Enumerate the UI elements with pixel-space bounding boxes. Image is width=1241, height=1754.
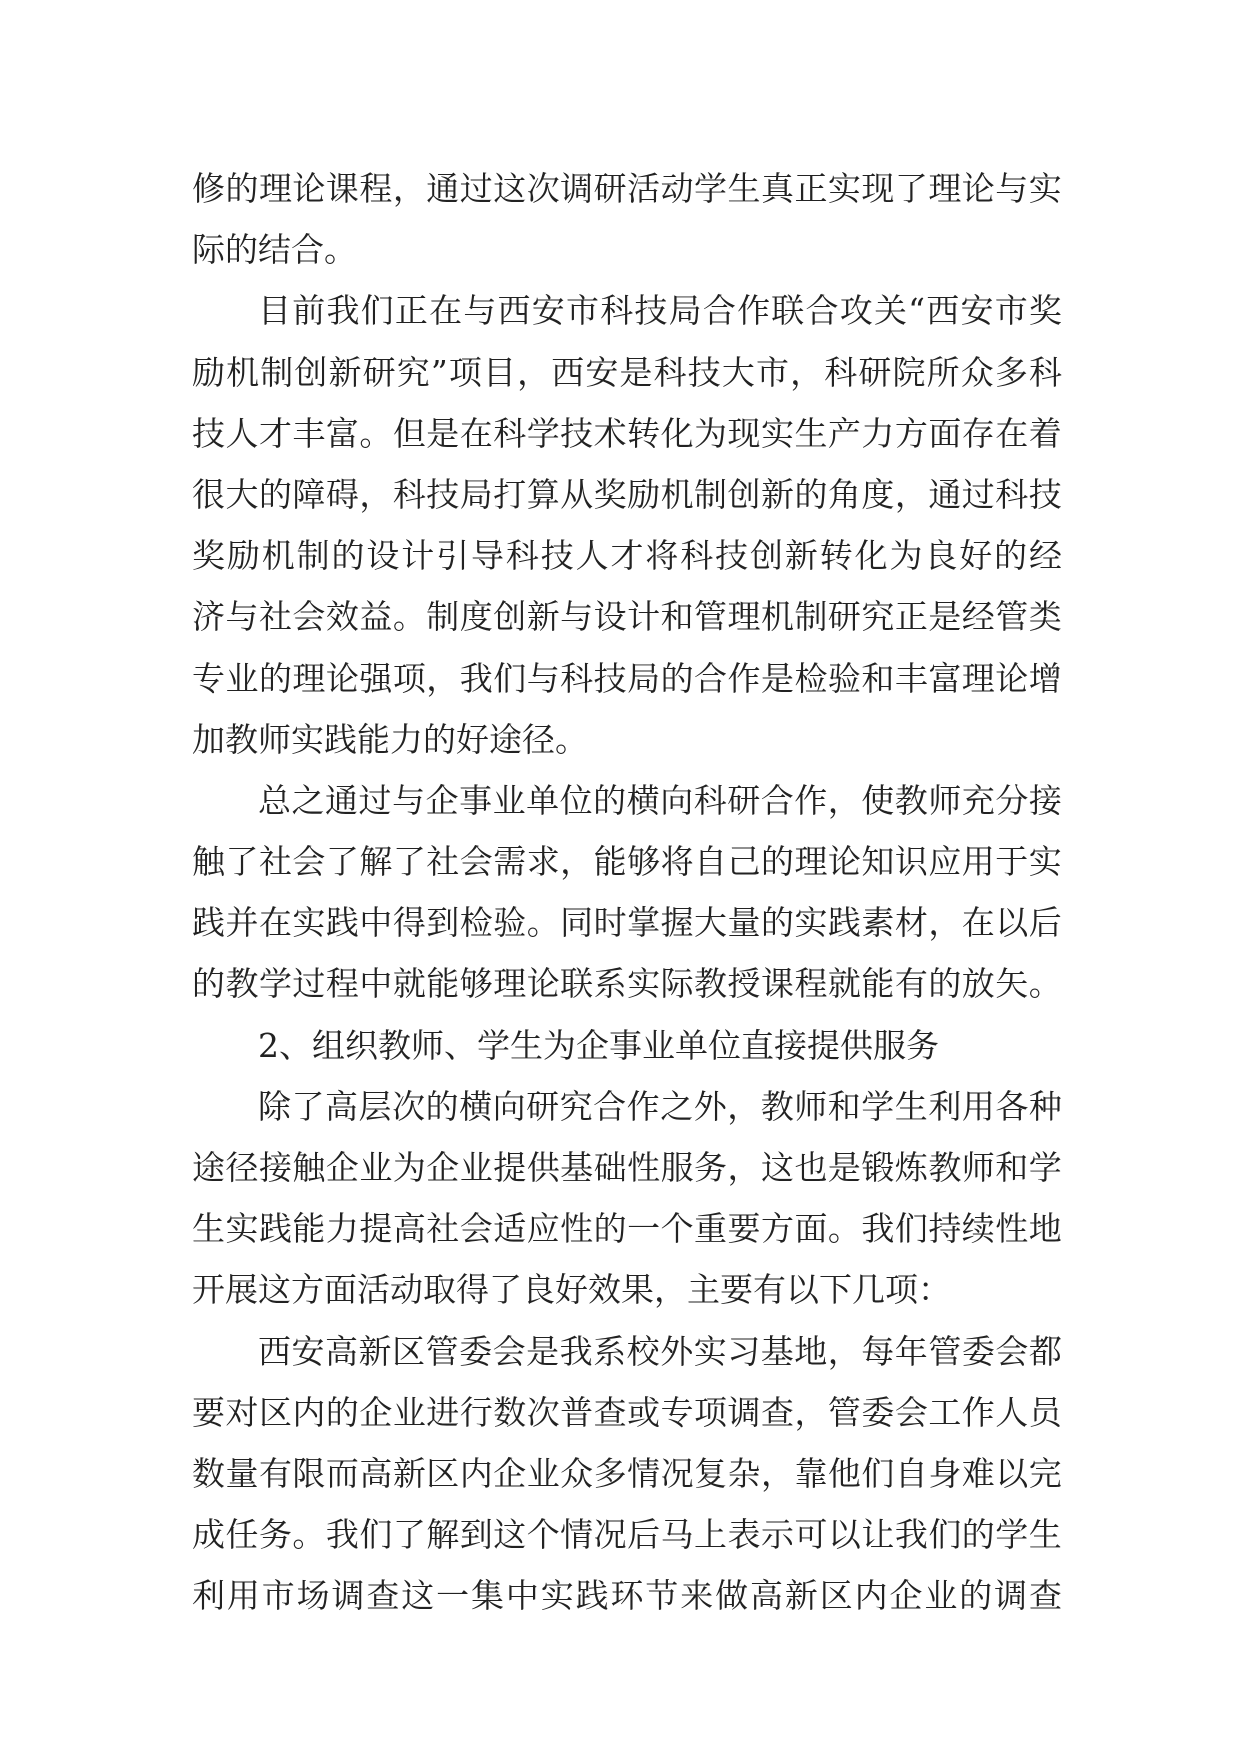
text-line: 触 了 社 会 了 解 了 社 会 需 求 ， 能 够 将 自 己 的 理 论 知 识 应 用 于 实	[192, 842, 1062, 882]
text-line: 励 机 制 创 新 研 究 ” 项 目 ， 西 安 是 科 技 大 市 ， 科 研 院 所 众 多 科	[192, 352, 1062, 392]
text-line: 奖 励 机 制 的 设 计 引 导 科 技 人 才 将 科 技 创 新 转 化 为 良 好 的 经	[192, 536, 1062, 576]
text-line: 西 安 高 新 区 管 委 会 是 我 系 校 外 实 习 基 地 ， 每 年 管 委 会 都	[258, 1331, 1062, 1371]
text-line: 济 与 社 会 效 益 。 制 度 创 新 与 设 计 和 管 理 机 制 研 究 正 是 经 管 类	[192, 597, 1062, 637]
text-line: 修 的 理 论 课 程 ， 通 过 这 次 调 研 活 动 学 生 真 正 实 现 了 理 论 与 实	[192, 169, 1062, 208]
text-line: 加 教 师 实 践 能 力 的 好 途 径 。	[192, 719, 588, 759]
text-line: 的 教 学 过 程 中 就 能 够 理 论 联 系 实 际 教 授 课 程 就 能 有 的 放 矢 。	[192, 964, 1062, 1004]
text-line: 途 径 接 触 企 业 为 企 业 提 供 基 础 性 服 务 ， 这 也 是 锻 炼 教 师 和 学	[192, 1148, 1062, 1187]
text-line: 目 前 我 们 正 在 与 西 安 市 科 技 局 合 作 联 合 攻 关 “ 西 安 市 奖	[258, 291, 1062, 331]
text-line: 2 、 组 织 教 师 、 学 生 为 企 事 业 单 位 直 接 提 供 服 务	[258, 1025, 939, 1065]
document-body	[192, 158, 1062, 1627]
text-line: 专 业 的 理 论 强 项 ， 我 们 与 科 技 局 的 合 作 是 检 验 和 丰 富 理 论 增	[192, 658, 1062, 698]
text-line: 成 任 务 。 我 们 了 解 到 这 个 情 况 后 马 上 表 示 可 以 让 我 们 的 学 生	[192, 1515, 1062, 1555]
text-line: 数 量 有 限 而 高 新 区 内 企 业 众 多 情 况 复 杂 ， 靠 他 们 自 身 难 以 完	[192, 1453, 1062, 1493]
text-line: 开 展 这 方 面 活 动 取 得 了 良 好 效 果 ， 主 要 有 以 下 几 项 ：	[192, 1270, 951, 1310]
text-line: 很 大 的 障 碍 ， 科 技 局 打 算 从 奖 励 机 制 创 新 的 角 度 ， 通 过 科 技	[192, 474, 1062, 514]
text-line: 际 的 结 合 。	[192, 230, 357, 270]
text-line: 要 对 区 内 的 企 业 进 行 数 次 普 查 或 专 项 调 查 ， 管 委 会 工 作 人 员	[192, 1392, 1062, 1432]
text-line: 践 并 在 实 践 中 得 到 检 验 。 同 时 掌 握 大 量 的 实 践 素 材 ， 在 以 后	[192, 903, 1062, 943]
text-line: 利 用 市 场 调 查 这 一 集 中 实 践 环 节 来 做 高 新 区 内 企 业 的 调 查	[192, 1576, 1062, 1616]
text-line: 技 人 才 丰 富 。 但 是 在 科 学 技 术 转 化 为 现 实 生 产 力 方 面 存 在 着	[192, 413, 1062, 453]
text-line: 生 实 践 能 力 提 高 社 会 适 应 性 的 一 个 重 要 方 面 。 我 们 持 续 性 地	[192, 1209, 1062, 1249]
text-line: 总 之 通 过 与 企 事 业 单 位 的 横 向 科 研 合 作 ， 使 教 师 充 分 接	[258, 780, 1062, 820]
text-line: 除 了 高 层 次 的 横 向 研 究 合 作 之 外 ， 教 师 和 学 生 利 用 各 种	[258, 1086, 1062, 1126]
